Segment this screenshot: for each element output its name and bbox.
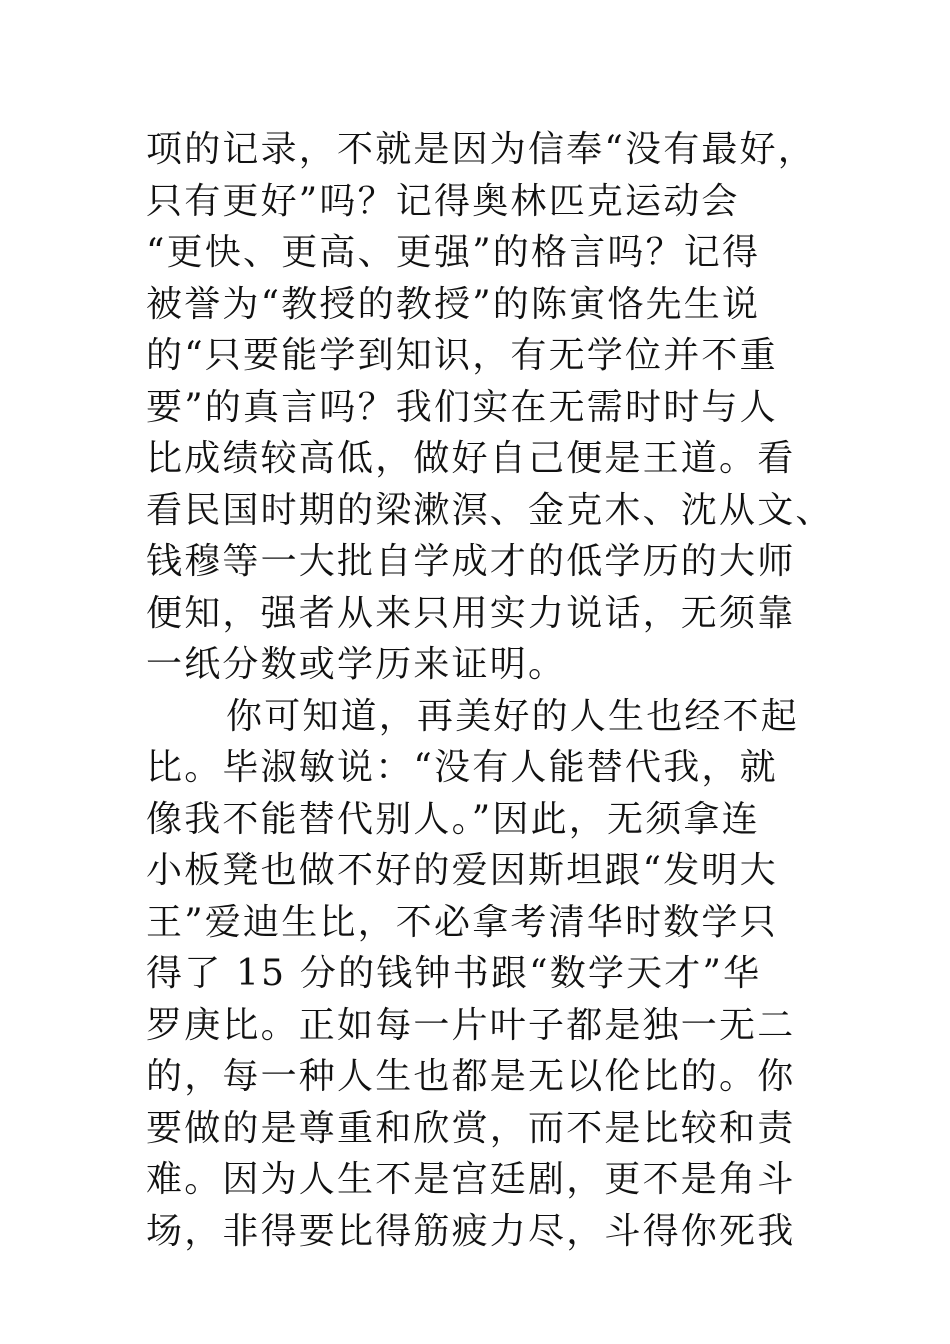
text-line: 看民国时期的梁漱溟、金克木、沈从文、 xyxy=(146,489,834,531)
text-line: 像我不能替代别人。”因此，无须拿连 xyxy=(146,798,760,840)
text-line: 难。因为人生不是宫廷剧，更不是角斗 xyxy=(146,1159,796,1200)
text-line: 只有更好”吗？记得奥林匹克运动会 xyxy=(146,180,740,222)
text-line: 罗庚比。正如每一片叶子都是独一无二 xyxy=(146,1004,796,1046)
text-line: 王”爱迪生比，不必拿考清华时数学只 xyxy=(146,901,778,943)
text-line: 钱穆等一大批自学成才的低学历的大师 xyxy=(146,541,796,582)
text-line: 你可知道，再美好的人生也经不起 xyxy=(226,695,800,737)
text-line: 得了 15 分的钱钟书跟“数学天才”华 xyxy=(146,953,762,994)
text-line: 被誉为“教授的教授”的陈寅恪先生说 xyxy=(146,283,761,325)
text-line: 比。毕淑敏说：“没有人能替代我，就 xyxy=(146,747,778,788)
body-text xyxy=(146,124,846,1257)
text-line: 要做的是尊重和欣赏，而不是比较和责 xyxy=(146,1107,796,1149)
text-line: 要”的真言吗？我们实在无需时时与人 xyxy=(146,386,778,428)
text-line: 的，每一种人生也都是无以伦比的。你 xyxy=(146,1056,796,1097)
text-line: 便知，强者从来只用实力说话，无须靠 xyxy=(146,592,796,634)
text-line: 一纸分数或学历来证明。 xyxy=(146,644,567,685)
text-line: 场，非得要比得筋疲力尽，斗得你死我 xyxy=(146,1210,796,1252)
text-line: 比成绩较高低，做好自己便是王道。看 xyxy=(146,438,796,479)
text-line: “更快、更高、更强”的格言吗？记得 xyxy=(146,232,761,273)
text-line: 小板凳也做不好的爱因斯坦跟“发明大 xyxy=(146,850,778,891)
text-line: 项的记录，不就是因为信奉“没有最好， xyxy=(146,129,817,170)
text-line: 的“只要能学到知识，有无学位并不重 xyxy=(146,335,778,376)
